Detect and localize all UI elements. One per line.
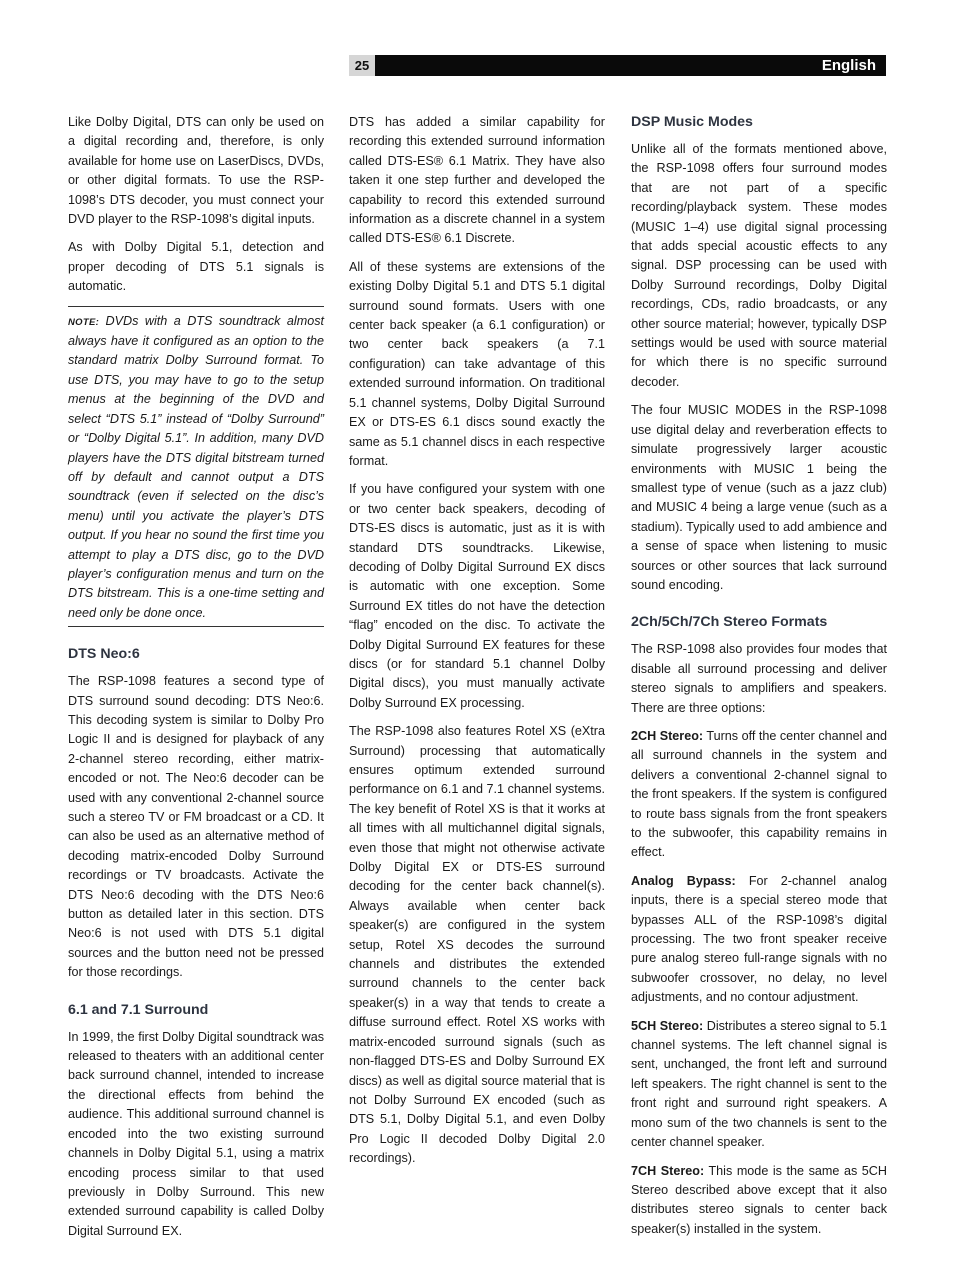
runin-text: This mode is the same as 5CH Stereo described above except that it also distributes stereo signals to center back speaker(s) installed in the system.	[631, 1163, 887, 1236]
runin-label: 7CH Stereo:	[631, 1163, 705, 1178]
note-box	[68, 306, 324, 628]
column-1	[68, 113, 324, 1250]
paragraph: All of these systems are extensions of the existing Dolby Digital 5.1 and DTS 5.1 digital surround sound formats. Users with one center back speaker (a 6.1 configuration) or two center back speakers (a 7.1 configuration) can take advantage of this extended surround information. On traditional 5.1 channel systems, Dolby Digital Surround EX or DTS-ES 6.1 discs sound exactly the same as 5.1 channel discs in each respective format.	[349, 259, 605, 468]
stereo-mode-7ch	[631, 1162, 887, 1240]
paragraph: If you have configured your system with one or two center back speakers, decoding of DTS-ES discs is automatic, just as it is with standard DTS soundtracks. Likewise, decoding of Dolby Digital Surround EX discs is automatic with one exception. Some Surround EX titles do not have the detection “flag” encoded on the disc. To activate the Dolby Digital Surround EX features for these discs (or for standard 5.1 channel Dolby Digital discs), you must manually activate Dolby Surround EX processing.	[349, 482, 605, 710]
stereo-mode-5ch	[631, 1017, 887, 1153]
paragraph: DTS has added a similar capability for recording this extended surround information called DTS-ES® 6.1 Matrix. They have also taken it one step further and developed the capability to record this extended surround information as a discrete channel in a system called DTS-ES® 6.1 Discrete.	[349, 115, 605, 246]
paragraph: The RSP-1098 also provides four modes that disable all surround processing and deliver stereo signals to amplifiers and speakers. There are three options:	[631, 642, 887, 715]
stereo-mode-analog-bypass	[631, 872, 887, 1008]
paragraph: The four MUSIC MODES in the RSP-1098 use digital delay and reverberation effects to simulate progressively larger acoustic environments with MUSIC 1 being the smallest type of venue (such as a jazz club) and MUSIC 4 being a large venue (such as a stadium). Typically used to add ambience and a sense of space when listening to music sources or other sources that lack surround sound encoding.	[631, 403, 887, 592]
paragraph: Unlike all of the formats mentioned above, the RSP-1098 offers four surround modes that are not part of a specific recording/playback system. These modes (MUSIC 1–4) use digital signal processing that adds special acoustic effects to any signal. DSP processing can be used with Dolby Surround recordings, Dolby Digital recordings, CDs, radio broadcasts, or any other source material; however, typically DSP settings would be used with source material for which there is no specific surround decoder.	[631, 142, 887, 389]
paragraph: The RSP-1098 features a second type of DTS surround sound decoding: DTS Neo:6. This decoding system is similar to Dolby Pro Logic II and is designed for playback of any 2-channel stereo recording, either matrix-encoded or not. The Neo:6 decoder can be used with any conventional 2-channel source such a stereo TV or FM broadcast or a CD. It can also be used as an alternative method of decoding matrix-encoded Dolby Surround recordings or TV broadcasts. Activate the DTS Neo:6 decoding with the DTS Neo:6 button as detailed later in this section. DTS Neo:6 is not used with DTS 5.1 digital sources and the button need not be pressed for those recordings.	[68, 674, 324, 980]
section-heading-dts-neo6: DTS Neo:6	[68, 646, 140, 663]
section-heading-dsp-music-modes: DSP Music Modes	[631, 114, 753, 130]
paragraph: The RSP-1098 also features Rotel XS (eXtra Surround) processing that automatically ensures optimum extended surround performance on 6.1 and 7.1 channel systems. The key benefit of Rotel XS is that it works at all times with all multichannel digital signals, even those that might not otherwise activate Dolby Digital EX or DTS-ES surround decoding for the center back channel(s). Always available when center back speaker(s) are configured in the system setup, Rotel XS decodes the surround channels and distributes the extended surround channels to the center back speaker(s) in a way that tends to create a diffuse surround effect. Rotel XS works with matrix-encoded surround signals (such as non-flagged DTS-ES and Dolby Surround EX discs) as well as digital source material that is not Dolby Surround EX encoded (such as DTS 5.1, Dolby Digital 5.1, and even Dolby Pro Logic II decoded Dolby Digital 2.0 recordings).	[349, 724, 605, 1166]
note-label: NOTE:	[68, 316, 100, 328]
section-heading-stereo-formats: 2Ch/5Ch/7Ch Stereo Formats	[631, 614, 828, 631]
paragraph: As with Dolby Digital 5.1, detection and proper decoding of DTS 5.1 signals is automatic.	[68, 240, 324, 294]
section-heading-6-1-7-1-surround: 6.1 and 7.1 Surround	[68, 1001, 209, 1018]
paragraph: Like Dolby Digital, DTS can only be used on a digital recording and, therefore, is only available for home use on LaserDiscs, DVDs, or other digital formats. To use the RSP-1098’s DTS decoder, you must connect your DVD player to the RSP-1098’s digital inputs.	[68, 115, 324, 227]
paragraph: In 1999, the first Dolby Digital soundtrack was released to theaters with an additional center back surround channel, intended to increase the directional effects from behind the audience. This additional surround channel is encoded into the two existing surround channels in Dolby Digital 5.1, using a matrix encoding process similar to that used previously in Dolby Surround. This new extended surround capability is called Dolby Digital Surround EX.	[68, 1029, 324, 1238]
runin-label: 5CH Stereo:	[631, 1018, 704, 1033]
runin-text: Turns off the center channel and all surround channels in the system and delivers a conventional 2-channel signal to the front speakers. If the system is configured to route bass signals from the front speakers to the subwoofer, this capability remains in effect.	[631, 728, 887, 860]
language-label: English	[821, 57, 876, 74]
stereo-mode-2ch	[631, 727, 887, 863]
header-bar	[349, 55, 886, 76]
runin-text: For 2-channel analog inputs, there is a special stereo mode that bypasses ALL of the RSP-1098’s digital processing. The two front speaker receive pure analog stereo full-range signals with no subwoofer crossover, no delay, no level adjustments, and no contour adjustment.	[631, 873, 887, 1005]
column-3	[631, 113, 887, 1248]
page-number: 25	[349, 55, 375, 76]
runin-text: Distributes a stereo signal to 5.1 channel systems. The left channel signal is sent, unchanged, the front left and surround left speakers. The right channel is sent to the front right and surround right speakers. A mono sum of the two channels is sent to the center channel speaker.	[631, 1018, 887, 1150]
note-text: DVDs with a DTS soundtrack almost always have it configured as an option to the standard matrix Dolby Surround format. To use DTS, you may have to go to the setup menus at the beginning of the DVD and select “DTS 5.1” instead of “Dolby Surround” or “Dolby Digital 5.1”. In addition, many DVD players have the DTS digital bitstream turned off by default and cannot output a DTS soundtrack (even if selected on the disc’s menu) until you activate the player’s DTS output. If you hear no sound the first time you attempt to play a DTS disc, go to the DVD player’s configuration menus and turn on the DTS bitstream. This is a one-time setting and need only be done once.	[68, 313, 325, 620]
runin-label: Analog Bypass:	[631, 873, 736, 888]
runin-label: 2CH Stereo:	[631, 728, 704, 743]
column-2	[349, 113, 605, 1178]
